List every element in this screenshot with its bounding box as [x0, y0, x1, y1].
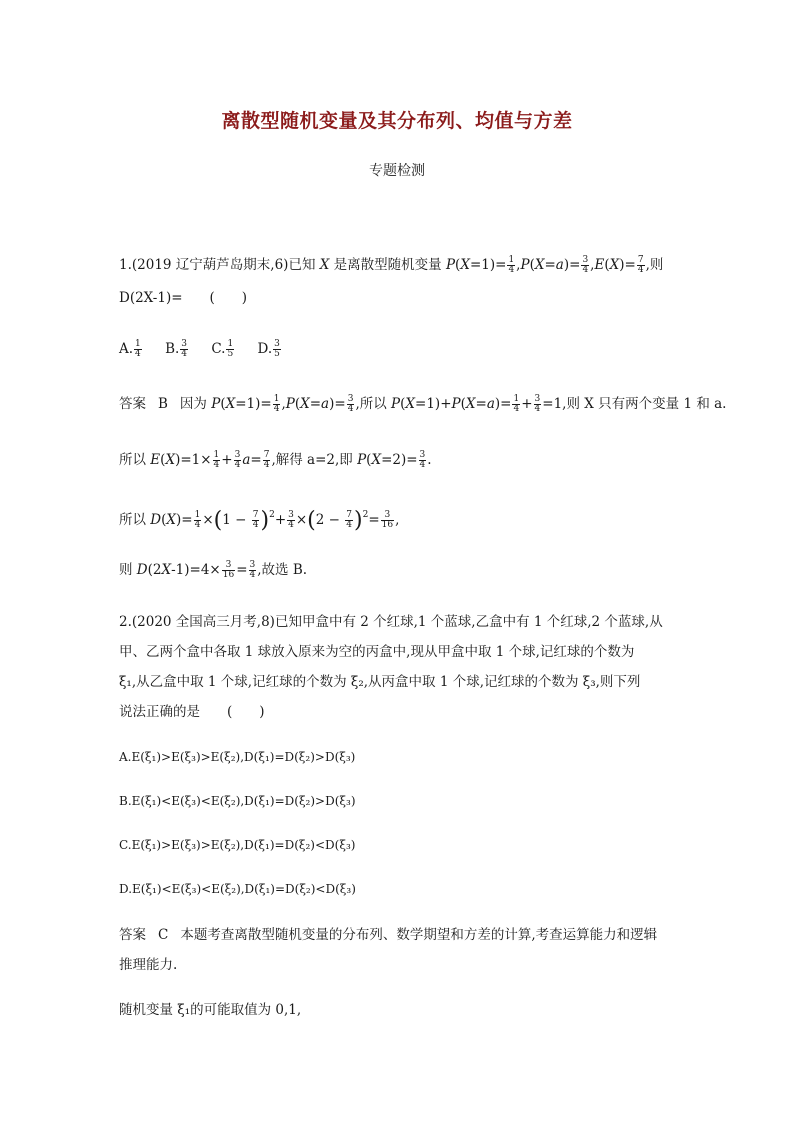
q2-option-d: D.E(ξ₁)<E(ξ₃)<E(ξ₂),D(ξ₁)=D(ξ₂)<D(ξ₃) [119, 882, 356, 896]
q1-options: A. $\frac{1}{4}$ B. $\frac{3}{4}$ C. $\frac{1}{5}$ D. $\frac{3}{5}$ [119, 339, 280, 359]
q2-answer-line2: 推理能力. [119, 957, 178, 973]
q2-stem-line4: 说法正确的是 ( ) [119, 704, 265, 720]
q2-stem-line2: 甲、乙两个盒中各取 1 球放入原来为空的丙盒中,现从甲盒中取 1 个球,记红球的个数为 [119, 644, 635, 660]
q1-stem-line1: 1.(2019 辽宁葫芦岛期末,6)已知 X 是离散型随机变量 P(X=1)= $\frac{1}{4}$ ,P(X=a)= $\frac{3}{4}$ ,E(X)= $\frac{7}{4}$ ,则 [119, 255, 664, 275]
q2-answer-line1: 答案 C 本题考查离散型随机变量的分布列、数学期望和方差的计算,考查运算能力和逻辑 [119, 927, 658, 943]
q2-option-a: A.E(ξ₁)>E(ξ₃)>E(ξ₂),D(ξ₁)=D(ξ₂)>D(ξ₃) [119, 750, 356, 764]
q1-answer-line3: 所以 D(X)= $\frac{1}{4}$ ×(1 − $\frac{7}{4}$ )$^2$+ $\frac{3}{4}$ ×(2 − $\frac{7}{4}$ )$^2$= $\frac{3}{16}$ , [119, 508, 400, 533]
q2-option-c: C.E(ξ₁)>E(ξ₃)>E(ξ₂),D(ξ₁)=D(ξ₂)<D(ξ₃) [119, 838, 356, 852]
q1-answer-line1: 答案 B 因为 P(X=1)= $\frac{1}{4}$ ,P(X=a)= $\frac{3}{4}$ ,所以 P(X=1)+P(X=a)= $\frac{1}{4}$ + $\frac{3}{4}$ =1,则 X 只有两个变量 1 和 a. [119, 394, 727, 414]
q2-stem-line1: 2.(2020 全国高三月考,8)已知甲盒中有 2 个红球,1 个蓝球,乙盒中有 1 个红球,2 个蓝球,从 [119, 614, 663, 630]
q1-answer-line2: 所以 E(X)=1× $\frac{1}{4}$ + $\frac{3}{4}$ a= $\frac{7}{4}$ ,解得 a=2,即 P(X=2)= $\frac{3}{4}$ . [119, 450, 432, 470]
q1-stem-line2: D(2X-1)= ( ) [119, 290, 248, 306]
page-subtitle: 专题检测 [369, 163, 425, 179]
q2-stem-line3: ξ₁,从乙盒中取 1 个球,记红球的个数为 ξ₂,从丙盒中取 1 个球,记红球的个数为 ξ₃,则下列 [119, 674, 641, 690]
q2-option-b: B.E(ξ₁)<E(ξ₃)<E(ξ₂),D(ξ₁)=D(ξ₂)>D(ξ₃) [119, 794, 356, 808]
q1-answer-line4: 则 D(2X-1)=4× $\frac{3}{16}$ = $\frac{3}{4}$ ,故选 B. [119, 560, 308, 580]
page-title: 离散型随机变量及其分布列、均值与方差 [221, 110, 573, 132]
q2-answer-line3: 随机变量 ξ₁的可能取值为 0,1, [119, 1002, 302, 1018]
